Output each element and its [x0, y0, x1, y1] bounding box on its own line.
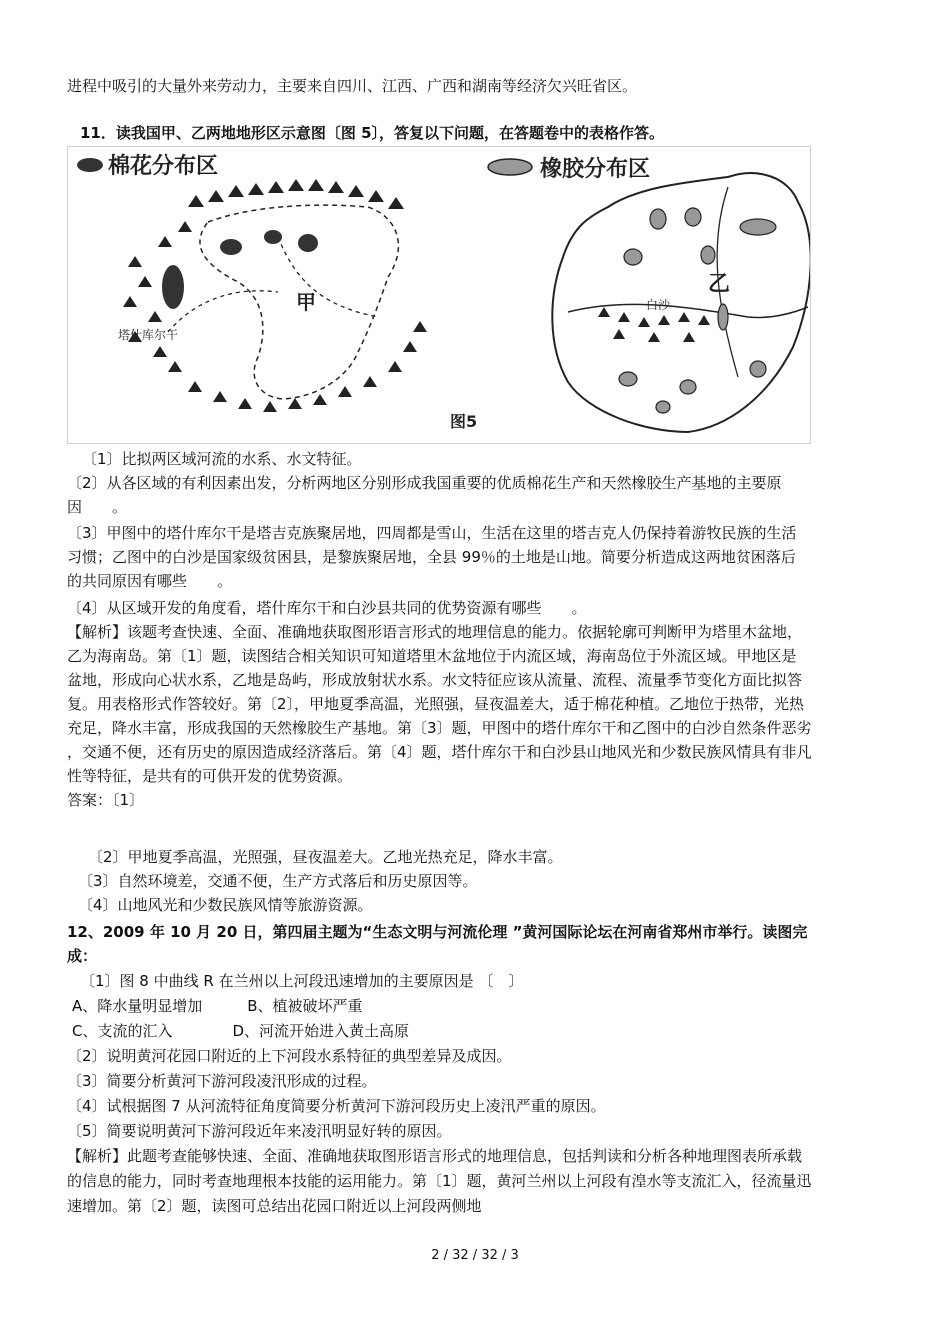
question-12-title-line2: 成： [67, 947, 98, 965]
q11-sub1: 〔1〕比拟两区域河流的水系、水文特征。 [82, 450, 362, 468]
q11-sub2-line1: 〔2〕从各区域的有利因素出发，分析两地区分别形成我国重要的优质棉花生产和天然橡胶生产基地的主要原 [67, 474, 782, 492]
intro-line: 进程中吸引的大量外来劳动力，主要来自四川、江西、广西和湖南等经济欠兴旺省区。 [67, 77, 638, 95]
q11-analysis-line7: 性等特征，是共有的可供开发的优势资源。 [67, 767, 353, 785]
q12-sub4: 〔4〕试根据图 7 从河流特征角度简要分析黄河下游河段历史上凌汛严重的原因。 [67, 1097, 606, 1115]
q12-options-ab: A、降水量明显增加 B、植被破坏严重 [72, 997, 363, 1015]
cotton-legend-label: 棉花分布区 [108, 154, 219, 179]
question-11-title: 11．读我国甲、乙两地地形区示意图〔图 5〕，答复以下问题，在答题卷中的表格作答。 [80, 124, 665, 142]
q11-analysis-line4: 复。用表格形式作答较好。第〔2〕，甲地夏季高温，光照强，昼夜温差大，适于棉花种植。乙地位于热带，光热 [67, 695, 805, 713]
figure-caption: 图5 [450, 412, 478, 431]
q12-analysis-line1: 【解析】此题考查能够快速、全面、准确地获取图形语言形式的地理信息，包括判读和分析各种地理图表所承载 [67, 1147, 803, 1165]
q12-sub1: 〔1〕图 8 中曲线 R 在兰州以上河段迅速增加的主要原因是 〔 〕 [80, 972, 524, 990]
label-jia: 甲 [296, 290, 316, 314]
map-yi [552, 173, 810, 432]
q11-sub2-line2: 因 。 [67, 498, 128, 516]
q12-options-cd: C、支流的汇入 D、河流开始进入黄土高原 [72, 1022, 410, 1040]
q12-sub2: 〔2〕说明黄河花园口附近的上下河段水系特征的典型差异及成因。 [67, 1047, 512, 1065]
q11-sub3-line3: 的共同原因有哪些 。 [67, 572, 233, 590]
q12-analysis-line2: 的信息的能力，同时考查地理根本技能的运用能力。第〔1〕题，黄河兰州以上河段有湟水等支流汇入，径流量迅 [67, 1172, 812, 1190]
label-tashkurgan: 塔什库尔干 [118, 328, 179, 342]
cotton-area-2 [220, 239, 242, 255]
q11-answer2: 〔2〕甲地夏季高温，光照强，昼夜温差大。乙地光热充足，降水丰富。 [88, 848, 563, 866]
q11-sub3-line1: 〔3〕甲图中的塔什库尔干是塔吉克族聚居地，四周都是雪山，生活在这里的塔吉克人仍保持着游牧民族的生活 [67, 524, 797, 542]
q11-answer-label: 答案：〔1〕 [67, 791, 145, 809]
q11-analysis-line1: 【解析】该题考查快速、全面、准确地获取图形语言形式的地理信息的能力。依据轮廓可判断甲为塔里木盆地， [67, 623, 803, 641]
q11-analysis-line3: 盆地，形成向心状水系，乙地是岛屿，形成放射状水系。水文特征应该从流量、流程、流量季节变化方面比拟答 [67, 671, 803, 689]
rubber-legend-icon [488, 159, 532, 175]
q12-sub3: 〔3〕简要分析黄河下游河段凌汛形成的过程。 [67, 1072, 377, 1090]
cotton-area-1 [162, 265, 184, 309]
rubber-legend-label: 橡胶分布区 [540, 157, 651, 182]
rubber-areas [619, 208, 776, 413]
figure-5 [67, 146, 811, 444]
q12-analysis-line3: 速增加。第〔2〕题，读图可总结出花园口附近以上河段两侧地 [67, 1197, 482, 1215]
q11-analysis-line6: ，交通不便，还有历史的原因造成经济落后。第〔4〕题，塔什库尔干和白沙县山地风光和少数民族风情具有非凡 [67, 743, 812, 761]
cotton-area-4 [298, 234, 318, 252]
cotton-legend-icon [77, 158, 103, 172]
q11-sub3-line2: 习惯；乙图中的白沙是国家级贫困县，是黎族聚居地，全县 99％的土地是山地。简要分析造成这两地贫困落后 [67, 548, 796, 566]
page-number: 2 / 32 / 32 / 3 [431, 1248, 519, 1263]
q11-answer3: 〔3〕自然环境差，交通不便，生产方式落后和历史原因等。 [78, 872, 478, 890]
q11-sub4: 〔4〕从区域开发的角度看，塔什库尔干和白沙县共同的优势资源有哪些 。 [67, 599, 587, 617]
q11-analysis-line5: 充足，降水丰富，形成我国的天然橡胶生产基地。第〔3〕题，甲图中的塔什库尔干和乙图中的白沙自然条件恶劣 [67, 719, 812, 737]
label-baisha: 白沙 [646, 298, 671, 312]
q11-analysis-line2: 乙为海南岛。第〔1〕题，读图结合相关知识可知道塔里木盆地位于内流区域，海南岛位于外流区域。甲地区是 [67, 647, 797, 665]
q11-answer4: 〔4〕山地风光和少数民族风情等旅游资源。 [78, 896, 373, 914]
question-12-title-line1: 12、2009 年 10 月 20 日，第四届主题为“生态文明与河流伦理 ”黄河国际论坛在河南省郑州市举行。读图完 [67, 923, 808, 941]
mountain-ranges-yi [598, 307, 710, 342]
label-yi: 乙 [708, 272, 731, 297]
cotton-area-3 [264, 230, 282, 244]
map-jia [168, 205, 398, 399]
q12-sub5: 〔5〕简要说明黄河下游河段近年来凌汛明显好转的原因。 [67, 1122, 452, 1140]
